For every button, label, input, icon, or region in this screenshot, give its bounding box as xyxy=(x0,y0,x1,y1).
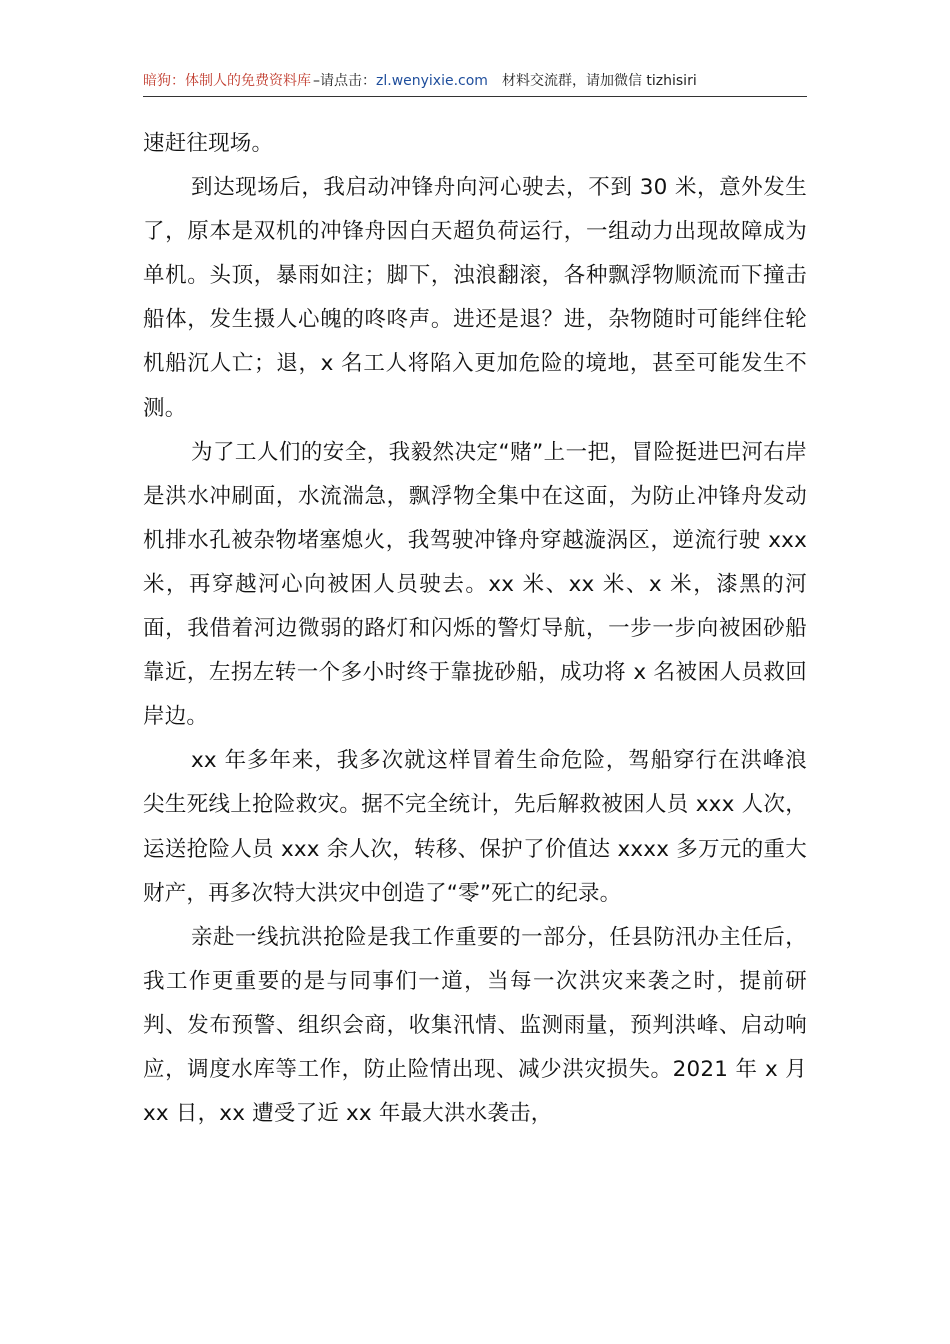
header-url-link[interactable]: zl.wenyixie.com xyxy=(376,73,488,89)
header-click-prompt: –请点击： xyxy=(313,73,376,89)
paragraph-continued: 速赶往现场。 xyxy=(143,131,274,156)
paragraph: 亲赴一线抗洪抢险是我工作重要的一部分，任县防汛办主任后，我工作更重要的是与同事们一道，当每一次洪灾来袭之时，提前研判、发布预警、组织会商，收集汛情、监测雨量，预判洪峰、启动响应，调度水库等工作，防止险情出现、减少洪灾损失。2021 年 x 月 xx 日，xx 遭受了近 xx 年最大洪水袭击， xyxy=(143,924,807,1127)
header-group-note: 材料交流群，请加微信 tizhisiri xyxy=(501,73,697,89)
document-body xyxy=(143,122,807,1136)
paragraph: xx 年多年来，我多次就这样冒着生命危险，驾船穿行在洪峰浪尖生死线上抢险救灾。据不完全统计，先后解救被困人员 xxx 人次，运送抢险人员 xxx 余人次，转移、保护了价值达 xxxx 多万元的重大财产，再多次特大洪灾中创造了“零”死亡的纪录。 xyxy=(143,748,807,906)
header-site-name: 暗狗：体制人的免费资料库 xyxy=(143,73,311,89)
paragraph: 为了工人们的安全，我毅然决定“赌”上一把，冒险挺进巴河右岸是洪水冲刷面，水流湍急，飘浮物全集中在这面，为防止冲锋舟发动机排水孔被杂物堵塞熄火，我驾驶冲锋舟穿越漩涡区，逆流行驶 xxx 米，再穿越河心向被困人员驶去。xx 米、xx 米、x 米，漆黑的河面，我借着河边微弱的路灯和闪烁的警灯导航，一步一步向被困砂船靠近，左拐左转一个多小时终于靠拢砂船，成功将 x 名被困人员救回岸边。 xyxy=(143,439,807,730)
paragraph: 到达现场后，我启动冲锋舟向河心驶去，不到 30 米，意外发生了，原本是双机的冲锋舟因白天超负荷运行，一组动力出现故障成为单机。头顶，暴雨如注；脚下，浊浪翻滚，各种飘浮物顺流而下撞击船体，发生摄人心魄的咚咚声。进还是退？进，杂物随时可能绊住轮机船沉人亡；退，x 名工人将陷入更加危险的境地，甚至可能发生不测。 xyxy=(143,175,807,421)
page-header xyxy=(143,70,807,97)
